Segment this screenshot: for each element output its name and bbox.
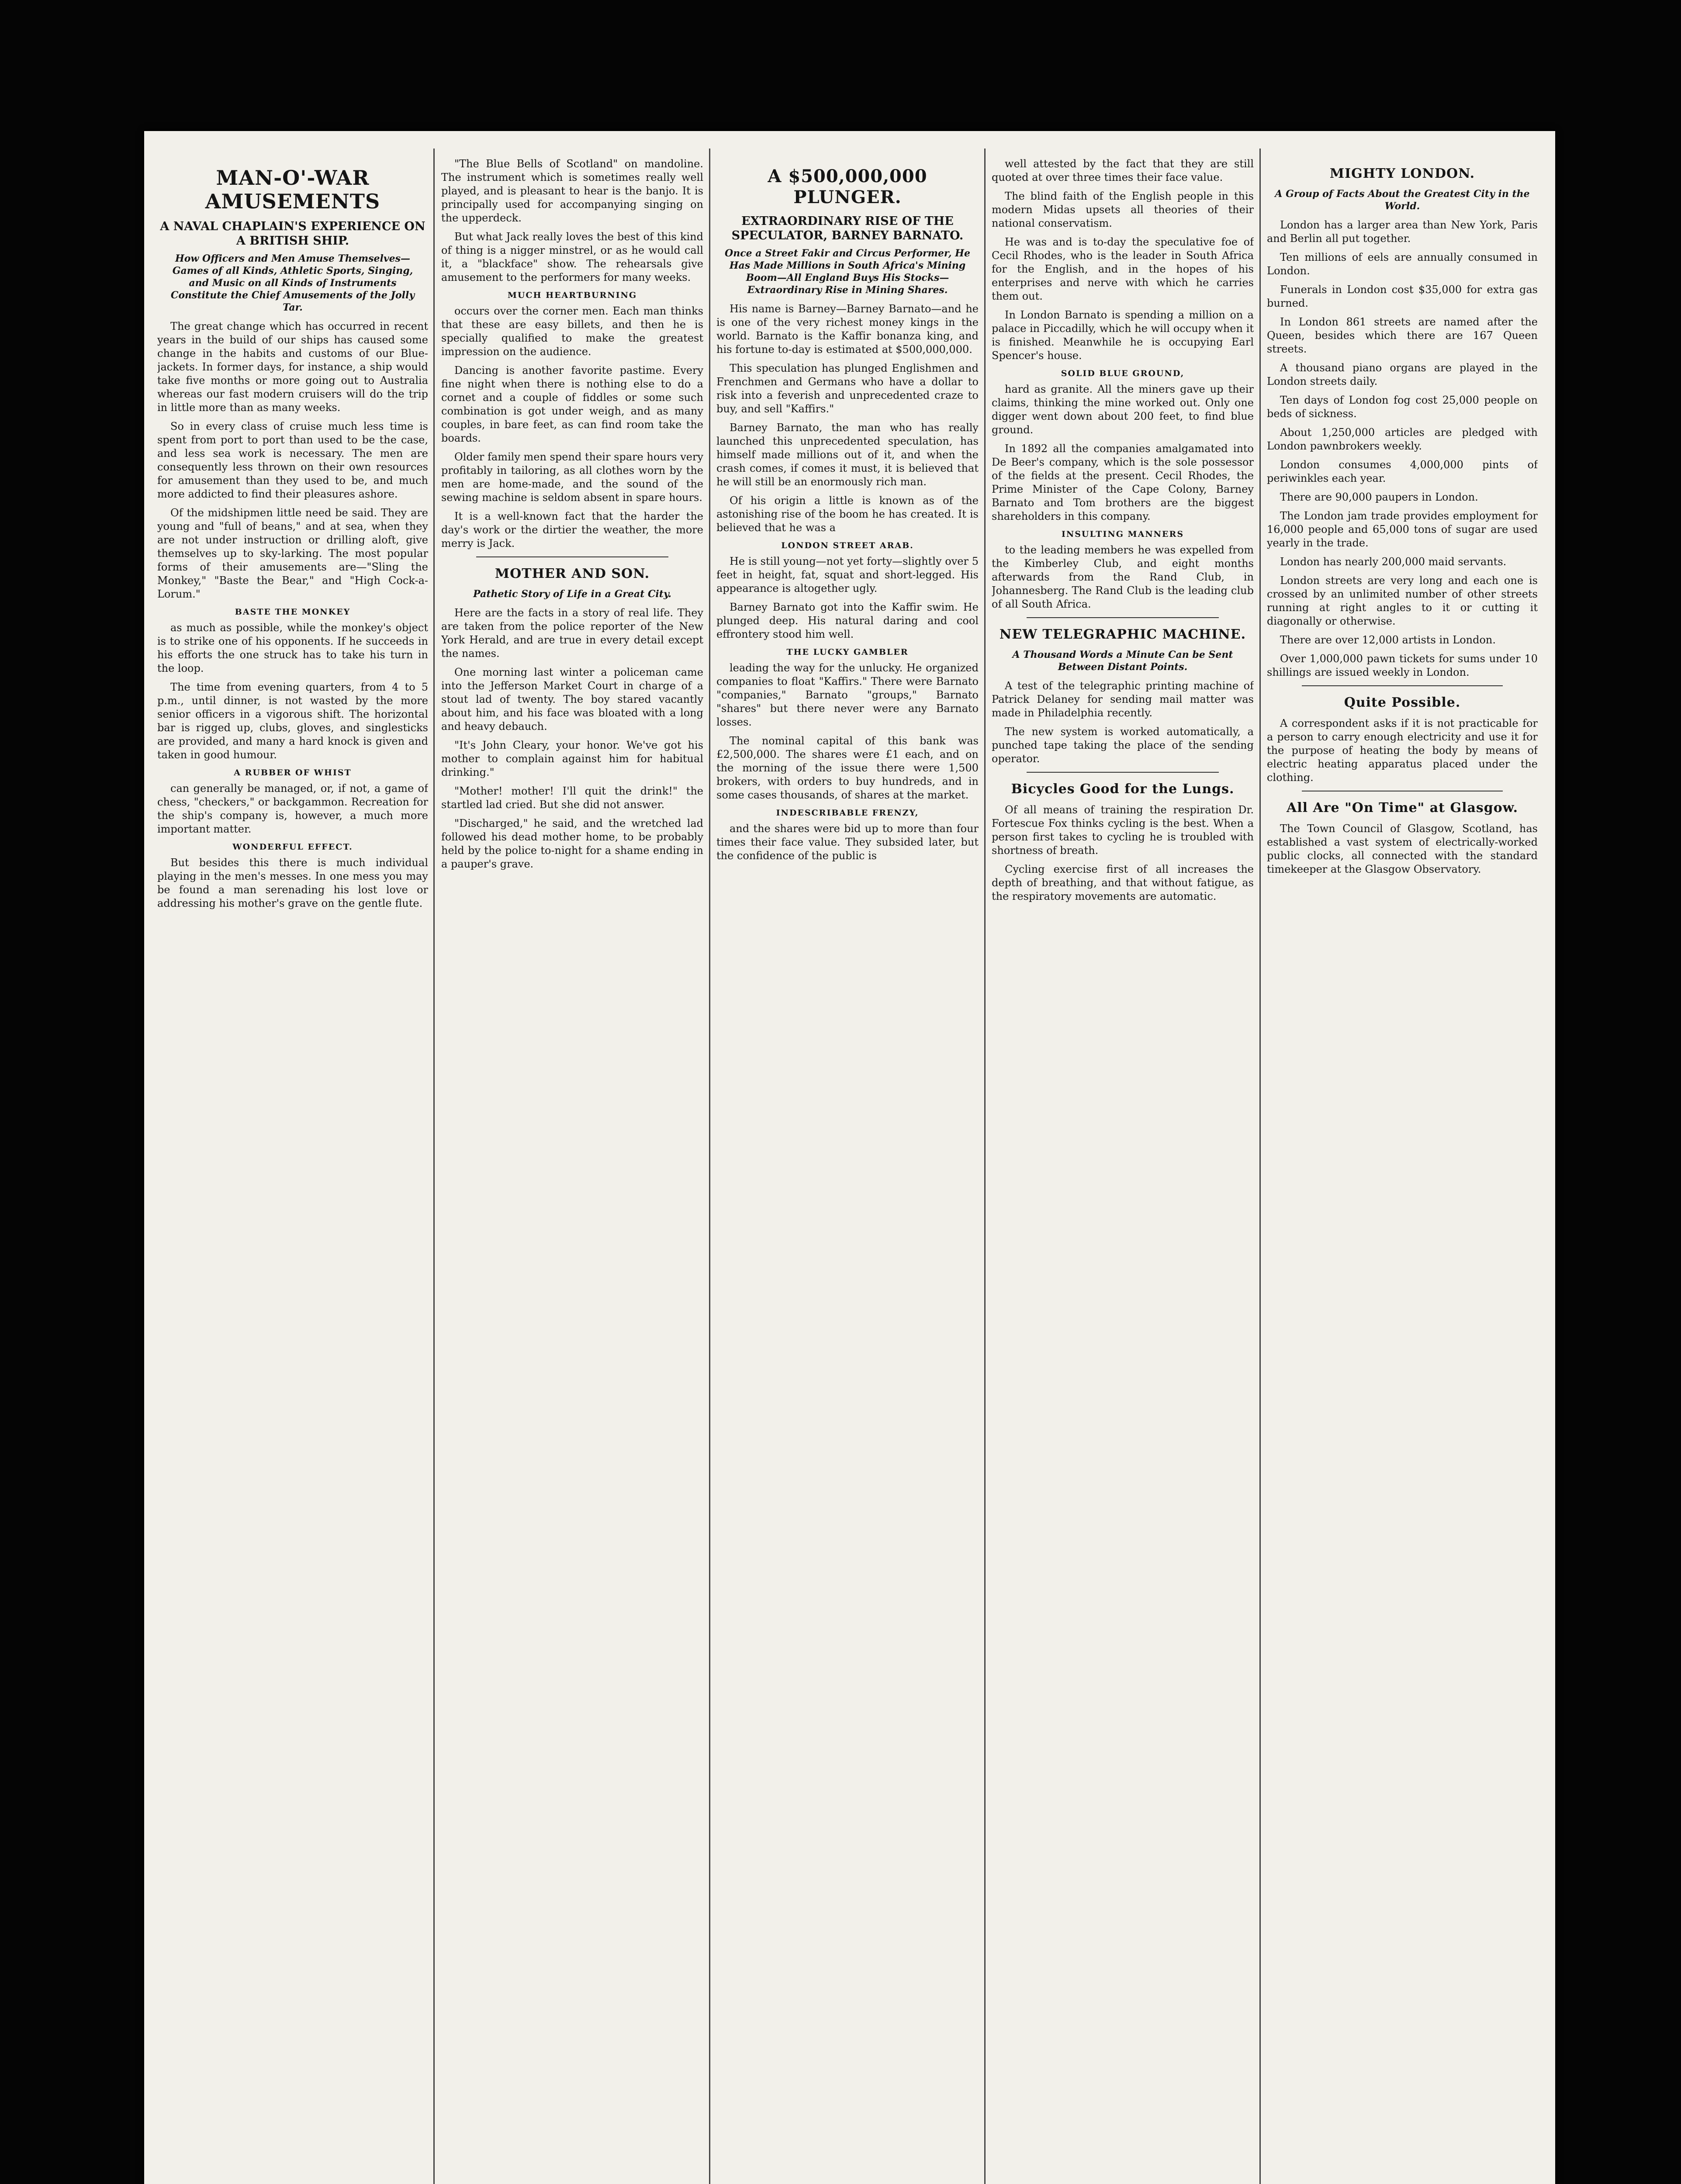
article-subheadline: Once a Street Fakir and Circus Performer, He Has Made Millions in South Africa's Mining Boom—All England Buys His Stocks—Extraordinary Rise in Mining Shares. [725,248,970,296]
paragraph: London streets are very long and each one is crossed by an unlimited number of other streets running at right angles to it or cutting it diagonally or otherwise. [1267,574,1538,627]
article-subheadline: A Group of Facts About the Greatest City in the World. [1275,188,1530,212]
divider [1302,685,1503,686]
paragraph: Of all means of training the respiration Dr. Fortescue Fox thinks cycling is the best. When a person first takes to cycling he is troubled with shortness of breath. [992,804,1254,857]
paragraph: Of the midshipmen little need be said. They are young and "full of beans," and at sea, when they are not under instruction or drilling aloft, give themselves up to sky-larking. The most popular forms of their amusements are—"Sling the Monkey," "Baste the Bear," and "High Cock-a-Lorum." [157,507,428,600]
article-headline: Bicycles Good for the Lungs. [1011,781,1235,797]
column-2 [441,157,703,2184]
paragraph: London has a larger area than New York, Paris and Berlin all put together. [1267,219,1538,245]
paragraph: London has nearly 200,000 maid servants. [1280,556,1507,568]
paragraph: and the shares were bid up to more than four times their face value. They subsided later, but the confidence of the public is [716,822,979,862]
paragraph: The Town Council of Glasgow, Scotland, has established a vast system of electrically-worked public clocks, all connected with the standard timekeeper at the Glasgow Observatory. [1267,822,1538,875]
paragraph: The nominal capital of this bank was £2,500,000. The shares were £1 each, and on the morning of the issue there were 1,500 brokers, with orders to buy hundreds, and in some cases thousands, of shares at the market. [716,735,979,801]
column-rule [433,149,435,2184]
paragraph: Here are the facts in a story of real life. They are taken from the police reporter of the New York Herald, and are true in every detail except the names. [441,607,703,660]
paragraph: The new system is worked automatically, a punched tape taking the place of the sending operator. [992,726,1254,765]
paragraph: Barney Barnato got into the Kaffir swim. He plunged deep. His natural daring and cool effrontery stood him well. [716,601,979,640]
article-subheadline: Pathetic Story of Life in a Great City. [473,588,671,600]
column-rule [984,149,986,2184]
paragraph: It is a well-known fact that the harder the day's work or the dirtier the weather, the more merry is Jack. [441,510,703,549]
paragraph: Funerals in London cost $35,000 for extra gas burned. [1267,283,1538,309]
divider [476,556,668,557]
column-4 [992,157,1254,2184]
paragraph: He was and is to-day the speculative foe of Cecil Rhodes, who is the leader in South Africa for the English, and in the hopes of his enterprises and nerve with which he carries them out. [992,236,1254,302]
divider [1027,617,1219,618]
section-subhead: MUCH HEARTBURNING [507,290,637,300]
column-1 [157,157,428,2184]
paragraph: The London jam trade provides employment for 16,000 people and 65,000 tons of sugar are used yearly in the trade. [1267,510,1538,549]
section-subhead: SOLID BLUE GROUND, [1061,369,1185,378]
article-headline: MAN-O'-WAR AMUSEMENTS [205,166,380,213]
paragraph: He is still young—not yet forty—slightly over 5 feet in height, fat, squat and short-legged. His appearance is altogether ugly. [716,555,979,594]
paragraph: But what Jack really loves the best of this kind of thing is a nigger minstrel, or as he would call it, a "blackface" show. The rehearsals give amusement to the performers for many weeks. [441,231,703,283]
paragraph: can generally be managed, or, if not, a game of chess, "checkers," or backgammon. Recreation for the ship's company is, however, a much more important matter. [157,782,428,835]
paragraph: In 1892 all the companies amalgamated into De Beer's company, which is the sole possessor of the fields at the present. Cecil Rhodes, the Prime Minister of the Cape Colony, Barney Barnato and Tom brothers are the biggest shareholders in this company. [992,442,1254,522]
column-3 [716,157,979,2184]
paragraph: to the leading members he was expelled from the Kimberley Club, and eight months afterwards from the Rand Club, in Johannesberg. The Rand Club is the leading club of all South Africa. [992,544,1254,610]
paragraph: About 1,250,000 articles are pledged with London pawnbrokers weekly. [1267,426,1538,452]
paragraph: There are 90,000 paupers in London. [1280,491,1478,503]
column-rule [709,149,710,2184]
paragraph: "The Blue Bells of Scotland" on mandoline. The instrument which is sometimes really well played, and is pleasant to hear is the banjo. It is principally used for accompanying singing on the upperdeck. [441,158,703,224]
paragraph: "Mother! mother! I'll quit the drink!" the startled lad cried. But she did not answer. [441,785,703,811]
paragraph: as much as possible, while the monkey's object is to strike one of his opponents. If he succeeds in his efforts the one struck has to take his turn in the loop. [157,622,428,674]
paragraph: occurs over the corner men. Each man thinks that these are easy billets, and then he is specially qualified to make the greatest impression on the audience. [441,305,703,358]
column-5 [1267,157,1538,2184]
section-subhead: INDESCRIBABLE FRENZY, [776,808,919,818]
paragraph: Cycling exercise first of all increases the depth of breathing, and that without fatigue, as the respiratory movements are automatic. [992,863,1254,902]
paragraph: But besides this there is much individual playing in the men's messes. In one mess you may be found a man serenading his lost love or addressing his mother's grave on the gentle flute. [157,857,428,909]
paragraph: There are over 12,000 artists in London. [1280,634,1496,646]
paragraph: The time from evening quarters, from 4 to 5 p.m., until dinner, is not wasted by the more senior officers in a vigorous shift. The horizontal bar is rigged up, clubs, gloves, and singlesticks are provided, and many a hard knock is given and taken in good humour. [157,681,428,761]
article-subheadline: How Officers and Men Amuse Themselves—Games of all Kinds, Athletic Sports, Singing, and Music on all Kinds of Instruments Constitute the Chief Amusements of the Jolly Tar. [170,253,415,313]
paragraph: London consumes 4,000,000 pints of periwinkles each year. [1267,459,1538,484]
paragraph: "Discharged," he said, and the wretched lad followed his dead mother home, to be probably held by the police to-night for a shame ending in a pauper's grave. [441,817,703,870]
article-headline: MIGHTY LONDON. [1329,166,1475,181]
article-headline: NEW TELEGRAPHIC MACHINE. [999,627,1246,642]
section-subhead: LONDON STREET ARAB. [781,541,914,550]
section-subhead: A RUBBER OF WHIST [234,768,352,778]
paragraph: well attested by the fact that they are still quoted at over three times their face value. [992,158,1254,183]
article-headline: Quite Possible. [1344,695,1461,710]
paragraph: Barney Barnato, the man who has really launched this unprecedented speculation, has himself made millions out of it, and when the crash comes, if comes it must, it is believed that he will still be an enormously rich man. [716,422,979,488]
paragraph: In London Barnato is spending a million on a palace in Piccadilly, which he will occupy when it is finished. Meanwhile he is occupying Earl Spencer's house. [992,309,1254,362]
article-headline: A $500,000,000 PLUNGER. [768,166,927,207]
paragraph: A correspondent asks if it is not practicable for a person to carry enough electricity and use it for the purpose of heating the body by means of electric heating apparatus placed under the clothing. [1267,717,1538,784]
paragraph: Older family men spend their spare hours very profitably in tailoring, as all clothes worn by the men are home-made, and the sound of the sewing machine is seldom absent in spare hours. [441,451,703,504]
column-rule [1259,149,1261,2184]
paragraph: In London 861 streets are named after the Queen, besides which there are 167 Queen streets. [1267,316,1538,355]
section-subhead: THE LUCKY GAMBLER [786,647,909,657]
paragraph: This speculation has plunged Englishmen and Frenchmen and Germans who have a dollar to risk into a feverish and unprecedented craze to buy, and sell "Kaffirs." [716,362,979,415]
article-subheadline: A Thousand Words a Minute Can be Sent Between Distant Points. [1012,649,1233,673]
paragraph: The great change which has occurred in recent years in the build of our ships has caused some change in the habits and customs of our Blue-jackets. In former days, for instance, a ship would take five months or more going out to Australia whereas our fast modern cruisers will do the trip in little more than as many weeks. [157,320,428,414]
article-deck: A NAVAL CHAPLAIN'S EXPERIENCE ON A BRITISH SHIP. [160,220,425,248]
paragraph: hard as granite. All the miners gave up their claims, thinking the mine worked out. Only one digger went down about 200 feet, to find blue ground. [992,383,1254,436]
article-headline: MOTHER AND SON. [495,566,650,581]
paragraph: So in every class of cruise much less time is spent from port to port than used to be the case, and less sea work is necessary. The men are consequently less thrown on their own resources for amusement than they used to be, and much more addicted to find their pleasures ashore. [157,420,428,500]
newspaper-page [144,131,1555,2184]
paragraph: Ten days of London fog cost 25,000 people on beds of sickness. [1267,394,1538,420]
paragraph: Dancing is another favorite pastime. Every fine night when there is nothing else to do a cornet and a couple of fiddles or some such combination is got under weigh, and as many couples, in bare feet, as can find room take the boards. [441,364,703,444]
section-subhead: INSULTING MANNERS [1061,529,1184,539]
divider [1027,772,1219,773]
paragraph: "It's John Cleary, your honor. We've got his mother to complain against him for habitual drinking." [441,739,703,778]
paragraph: His name is Barney—Barney Barnato—and he is one of the very richest money kings in the world. Barnato is the Kaffir bonanza king, and his fortune to-day is estimated at $500,000,000. [716,303,979,356]
section-subhead: BASTE THE MONKEY [235,607,351,617]
section-subhead: WONDERFUL EFFECT. [232,842,353,852]
paragraph: Over 1,000,000 pawn tickets for sums under 10 shillings are issued weekly in London. [1267,653,1538,678]
paragraph: leading the way for the unlucky. He organized companies to float "Kaffirs." There were Barnato "companies," Barnato "groups," Barnato "shares" but there never were any Barnato losses. [716,662,979,728]
article-headline: All Are "On Time" at Glasgow. [1286,800,1518,816]
paragraph: The blind faith of the English people in this modern Midas upsets all theories of their national conservatism. [992,190,1254,229]
paragraph: A test of the telegraphic printing machine of Patrick Delaney for sending mail matter was made in Philadelphia recently. [992,680,1254,719]
paragraph: Of his origin a little is known as of the astonishing rise of the boom he has created. It is believed that he was a [716,494,979,534]
paragraph: One morning last winter a policeman came into the Jefferson Market Court in charge of a stout lad of twenty. The boy stared vacantly about him, and his face was bloated with a long and heavy debauch. [441,666,703,733]
paragraph: A thousand piano organs are played in the London streets daily. [1267,362,1538,387]
paragraph: Ten millions of eels are annually consumed in London. [1267,251,1538,277]
article-deck: EXTRAORDINARY RISE OF THE SPECULATOR, BARNEY BARNATO. [731,214,964,242]
